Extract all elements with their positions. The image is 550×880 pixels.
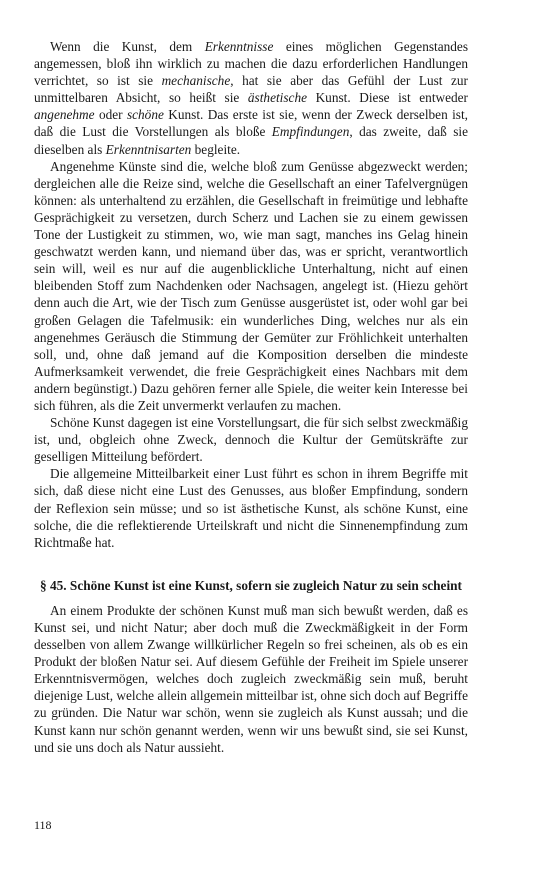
italic-text: Erkenntnisarten — [105, 141, 192, 157]
text-run: , hat sie aber das Gefühl der Lust zur unmittelbaren Absicht, so heißt sie — [34, 73, 468, 106]
italic-text: Erkenntnisse — [204, 39, 274, 54]
paragraph — [34, 602, 468, 756]
text-run: Kunst. Das erste ist sie, wenn der Zweck derselben ist, daß die Lust die Vorstellungen als bloße — [34, 107, 468, 140]
italic-text: angenehme — [34, 107, 95, 123]
paragraph — [34, 465, 468, 550]
text-run: Kunst. Diese ist entweder — [307, 90, 468, 106]
text-run: begleite. — [191, 141, 241, 157]
italic-text: ästhetische — [247, 90, 307, 106]
italic-text: schöne — [126, 107, 164, 123]
text-run: Wenn die Kunst, dem — [50, 39, 205, 54]
paragraph — [34, 158, 468, 414]
text-run: Angenehme Künste sind die, welche bloß zum Genüsse abgezweckt werden; dergleichen alle die Reize sind, welche die Gesellschaft an einer Tafelvergnügen können: als unterhaltend zu erzählen, die Gesellschaft in freimütige und lebhafte Gesprächigkeit zu versetzen, durch Scherz und Lachen sie zu einem gewissen Tone der Lustigkeit zu stimmen, wo, wie man sagt, manches ins Gelag hinein geschwatzt werden kann, und niemand über das, was er spricht, verantwortlich sein will, weil es nur auf die augenblickliche Unterhaltung, nicht auf einen bleibenden Stoff zum Nachdenken oder Nachsagen, angelegt ist. (Hiezu gehört denn auch die Art, wie der Tisch zum Genüsse ausgerüstet ist, oder wohl gar bei großen Gelagen die Tafelmusik: ein wunderliches Ding, welches nur als ein angenehmes Geräusch die Stimmung der Gemüter zur Fröhlichkeit unterhalten soll, und, ohne daß jemand auf die Komposition derselben die mindeste Aufmerksamkeit verwendet, die freie Gesprächigkeit eines Nachbars mit dem andern begünstigt.) Dazu gehören ferner alle Spiele, die weiter kein Interesse bei sich führen, als die Zeit unvermerkt verlaufen zu machen. — [34, 158, 468, 413]
italic-text: Empfindungen — [271, 124, 350, 140]
text-run: An einem Produkte der schönen Kunst muß man sich bewußt werden, daß es Kunst sei, und nicht Natur; aber doch muß die Zweckmäßigkeit in der Form desselben von allem Zwange willkürlicher Regeln so frei scheinen, als ob es ein Produkt der bloßen Natur sei. Auf diesem Gefühle der Freiheit im Spiele unserer Erkenntnisvermögen, welches doch zugleich zweckmäßig sein muß, beruht diejenige Lust, welche allein allgemein mitteilbar ist, ohne sich doch auf Begriffe zu gründen. Die Natur war schön, wenn sie zugleich als Kunst aussah; und die Kunst kann nur schön genannt werden, wenn wir uns bewußt sind, sie sei Kunst, und sie uns doch als Natur aussieht. — [34, 602, 468, 755]
italic-text: mechanische — [161, 73, 231, 89]
paragraph — [34, 414, 468, 465]
book-page — [34, 38, 468, 756]
text-run: Schöne Kunst dagegen ist eine Vorstellungsart, die für sich selbst zweckmäßig ist, und, obgleich ohne Zweck, dennoch die Kultur der Gemütskräfte zur geselligen Mitteilung befördert. — [34, 415, 468, 465]
text-block-after-heading — [34, 602, 468, 756]
section-heading: § 45. Schöne Kunst ist eine Kunst, sofern sie zugleich Natur zu sein scheint — [40, 577, 462, 593]
page-number: 118 — [34, 818, 52, 832]
text-run: Die allgemeine Mitteilbarkeit einer Lust führt es schon in ihrem Begriffe mit sich, daß diese nicht eine Lust des Genusses, aus bloßer Empfindung, sondern der Reflexion sein müsse; und so ist ästhetische Kunst, als schöne Kunst, eine solche, die die reflektierende Urteilskraft und nicht die Sinnenempfindung zum Richtmaße hat. — [34, 466, 468, 550]
text-run: eines möglichen Gegenstandes angemessen, bloß ihn wirklich zu machen die dazu erforderlichen Handlungen verrichtet, so ist sie — [34, 39, 468, 89]
text-run: , das zweite, daß sie dieselben als — [34, 124, 468, 157]
text-run: oder — [94, 107, 127, 123]
paragraph — [34, 38, 468, 158]
text-block-before-heading — [34, 38, 468, 551]
